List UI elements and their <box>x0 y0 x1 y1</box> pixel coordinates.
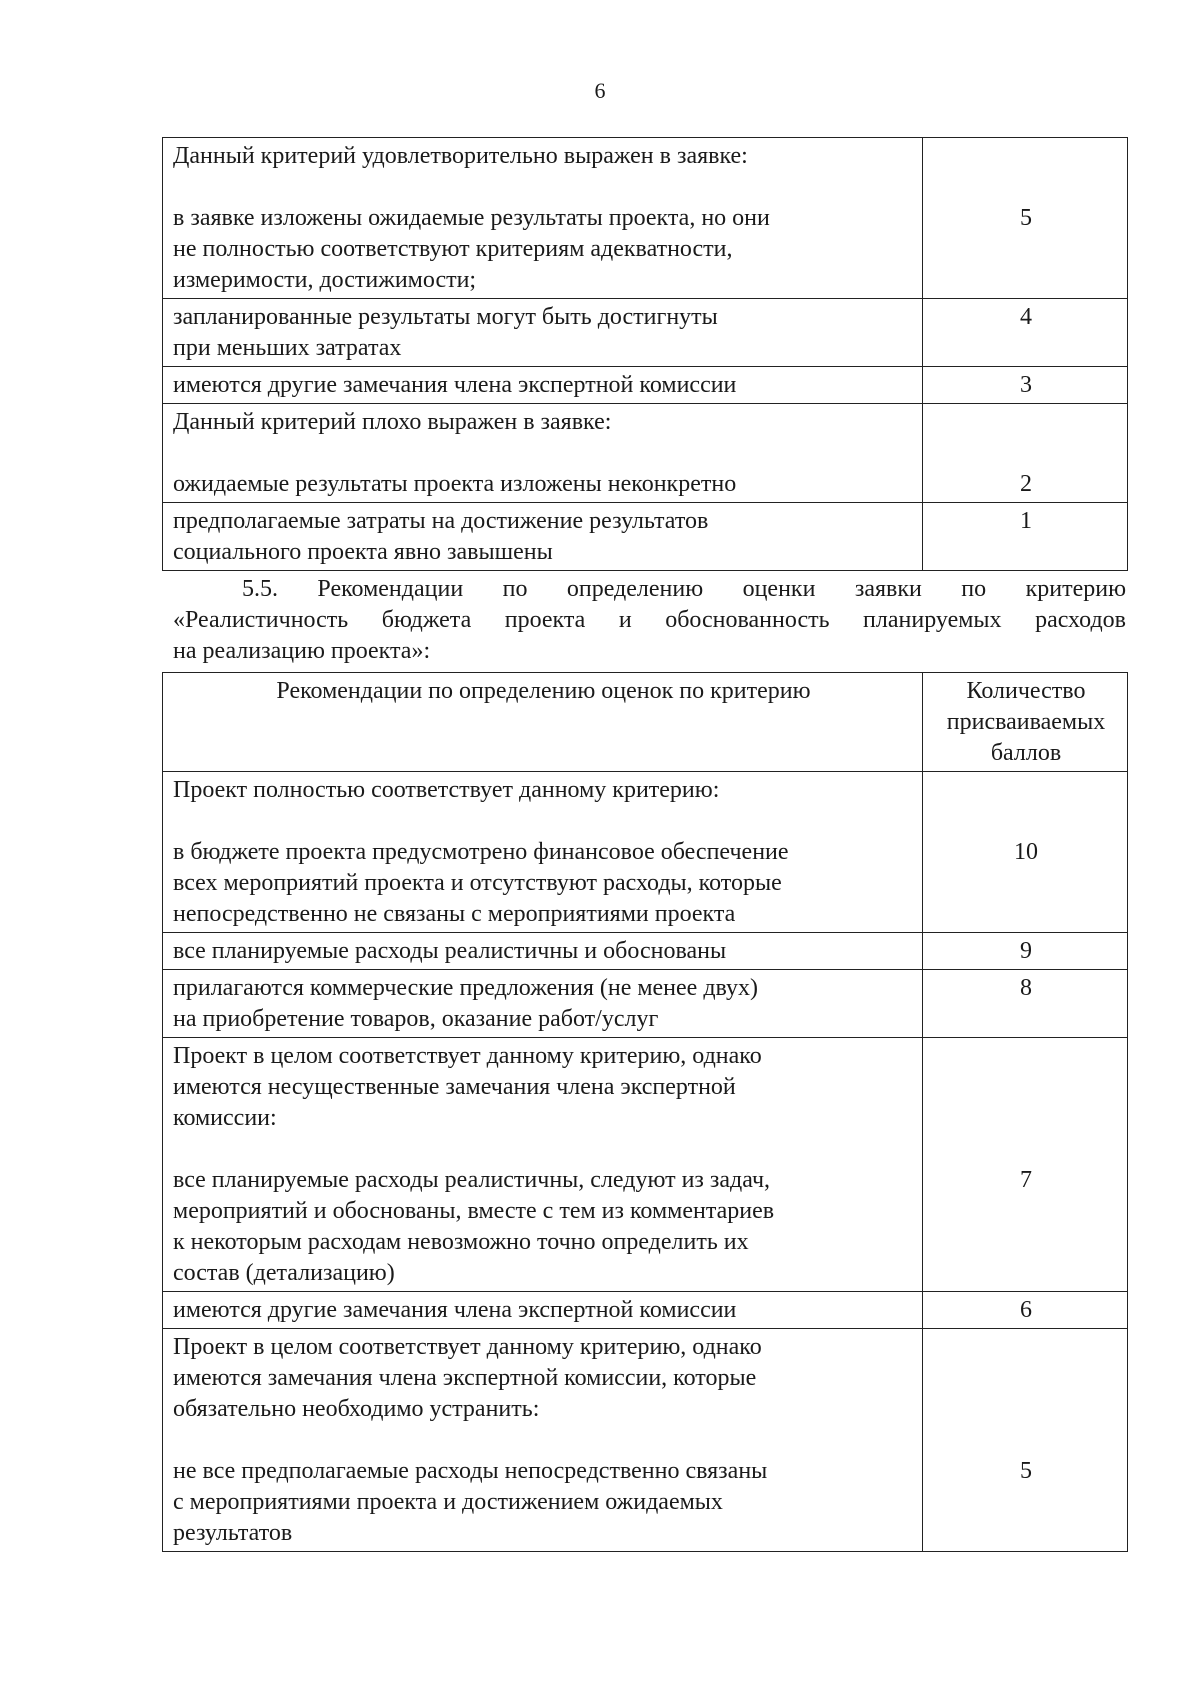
score-value: 10 <box>1014 839 1038 865</box>
section-line: 5.5. Рекомендации по определению оценки заявки по критерию <box>242 576 1126 602</box>
table-row <box>163 404 1128 503</box>
criteria-line: предполагаемые затраты на достижение результатов <box>173 508 709 534</box>
criteria-cell <box>163 1038 923 1292</box>
score-cell <box>923 970 1128 1038</box>
score-value: 3 <box>1020 372 1032 398</box>
score-cell <box>923 1038 1128 1292</box>
criteria-cell <box>163 404 923 503</box>
score-value: 6 <box>1020 1297 1032 1323</box>
criteria-cell <box>163 367 923 404</box>
score-value: 5 <box>1020 205 1032 231</box>
criteria-line: имеются замечания члена экспертной комиссии, которые <box>173 1365 757 1391</box>
criteria-line: обязательно необходимо устранить: <box>173 1396 540 1422</box>
criteria-table-2 <box>162 672 1128 1552</box>
table-row <box>163 772 1128 933</box>
criteria-cell <box>163 503 923 571</box>
table-row <box>163 1292 1128 1329</box>
score-cell <box>923 404 1128 503</box>
header-label: баллов <box>990 740 1062 766</box>
score-value: 9 <box>1020 938 1032 964</box>
criteria-line: при меньших затратах <box>173 335 402 361</box>
score-cell <box>923 299 1128 367</box>
criteria-line: Данный критерий удовлетворительно выражен в заявке: <box>173 143 748 169</box>
score-cell <box>923 138 1128 299</box>
criteria-line: измеримости, достижимости; <box>173 267 477 293</box>
score-cell <box>923 933 1128 970</box>
criteria-line: все планируемые расходы реалистичны, следуют из задач, <box>173 1167 771 1193</box>
score-value: 4 <box>1020 304 1032 330</box>
criteria-line: не полностью соответствуют критериям адекватности, <box>173 236 733 262</box>
criteria-cell <box>163 933 923 970</box>
criteria-line: результатов <box>173 1520 293 1546</box>
criteria-table-1 <box>162 137 1128 571</box>
table-header-row <box>163 673 1128 772</box>
score-value: 7 <box>1020 1167 1032 1193</box>
table-row <box>163 933 1128 970</box>
criteria-cell <box>163 138 923 299</box>
table-row <box>163 970 1128 1038</box>
score-value: 2 <box>1020 471 1032 497</box>
criteria-line: имеются несущественные замечания члена экспертной <box>173 1074 736 1100</box>
criteria-line: Проект в целом соответствует данному критерию, однако <box>173 1043 762 1069</box>
criteria-line: состав (детализацию) <box>173 1260 395 1286</box>
table-row <box>163 299 1128 367</box>
criteria-line: к некоторым расходам невозможно точно определить их <box>173 1229 749 1255</box>
score-value: 5 <box>1020 1458 1032 1484</box>
table-row <box>163 503 1128 571</box>
criteria-line: все планируемые расходы реалистичны и обоснованы <box>173 938 727 964</box>
header-label: присваиваемых <box>946 709 1106 735</box>
table-row <box>163 367 1128 404</box>
criteria-cell <box>163 1292 923 1329</box>
criteria-line: непосредственно не связаны с мероприятиями проекта <box>173 901 736 927</box>
header-label: Рекомендации по определению оценок по критерию <box>276 678 811 704</box>
score-cell <box>923 503 1128 571</box>
score-cell <box>923 367 1128 404</box>
criteria-cell <box>163 299 923 367</box>
section-line: на реализацию проекта»: <box>173 638 431 664</box>
table-row <box>163 1329 1128 1552</box>
criteria-line: Проект в целом соответствует данному критерию, однако <box>173 1334 762 1360</box>
criteria-line: на приобретение товаров, оказание работ/услуг <box>173 1006 659 1032</box>
table-row <box>163 1038 1128 1292</box>
criteria-cell <box>163 772 923 933</box>
criteria-line: мероприятий и обоснованы, вместе с тем из комментариев <box>173 1198 775 1224</box>
header-score <box>923 673 1128 772</box>
score-cell <box>923 1329 1128 1552</box>
criteria-line: ожидаемые результаты проекта изложены неконкретно <box>173 471 737 497</box>
criteria-line: Данный критерий плохо выражен в заявке: <box>173 409 612 435</box>
criteria-line: в бюджете проекта предусмотрено финансовое обеспечение <box>173 839 789 865</box>
criteria-line: всех мероприятий проекта и отсутствуют расходы, которые <box>173 870 782 896</box>
section-heading <box>173 574 1126 667</box>
score-value: 1 <box>1020 508 1032 534</box>
table-row <box>163 138 1128 299</box>
header-label: Количество <box>966 678 1086 704</box>
criteria-line: в заявке изложены ожидаемые результаты проекта, но они <box>173 205 770 231</box>
criteria-line: не все предполагаемые расходы непосредственно связаны <box>173 1458 768 1484</box>
criteria-line: социального проекта явно завышены <box>173 539 553 565</box>
section-line: «Реалистичность бюджета проекта и обоснованность планируемых расходов <box>173 607 1126 633</box>
score-value: 8 <box>1020 975 1032 1001</box>
criteria-line: имеются другие замечания члена экспертной комиссии <box>173 372 737 398</box>
score-cell <box>923 772 1128 933</box>
criteria-line: имеются другие замечания члена экспертной комиссии <box>173 1297 737 1323</box>
header-criteria <box>163 673 923 772</box>
criteria-cell <box>163 1329 923 1552</box>
criteria-line: прилагаются коммерческие предложения (не менее двух) <box>173 975 759 1001</box>
criteria-cell <box>163 970 923 1038</box>
score-cell <box>923 1292 1128 1329</box>
page-number: 6 <box>594 78 606 103</box>
criteria-line: запланированные результаты могут быть достигнуты <box>173 304 718 330</box>
criteria-line: с мероприятиями проекта и достижением ожидаемых <box>173 1489 723 1515</box>
criteria-line: Проект полностью соответствует данному критерию: <box>173 777 720 803</box>
criteria-line: комиссии: <box>173 1105 277 1131</box>
